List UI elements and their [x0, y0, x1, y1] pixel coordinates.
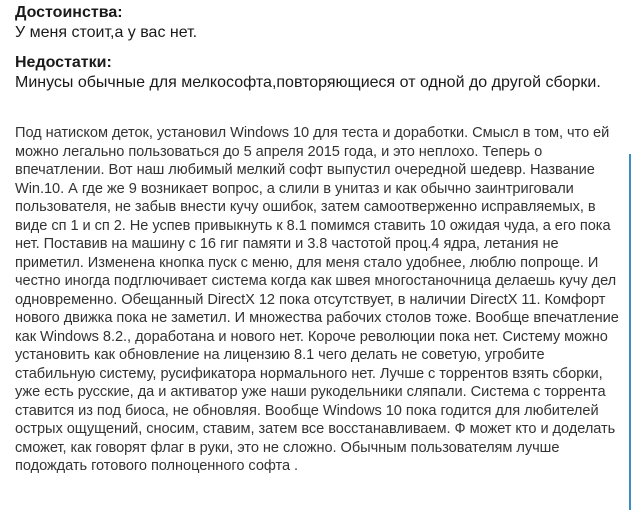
pros-text: У меня стоит,а у вас нет.: [15, 24, 198, 41]
accent-vertical-rule: [629, 154, 631, 510]
review-body-text: Под натиском деток, установил Windows 10 для теста и доработки. Смысл в том, что ей можно легально пользоваться до 5 апреля 2015 года, и это неплохо. Теперь о впечатлении. Вот наш любимый мелкий софт выпустил очередной шедевр. Название Win.10. А где же 9 возникает вопрос, а слили в унитаз и как обычно заинтриговали пользователя, не забыв внести кучу ошибок, затем самоотверженно исправляемых, в виде сп 1 и сп 2. Не успев привыкнуть к 8.1 помимся ставить 10 ожидая чуда, а его пока нет. Поставив на машину с 16 гиг памяти и 3.8 частотой проц.4 ядра, летания не приметил. Изменена кнопка пуск с меню, для меня стало удобнее, люблю попроще. И честно иногда подглючивает система когда как швея многостаночница делаешь кучу дел одновременно. Обещанный DirectX 12 пока отсутствует, в наличии DirectX 11. Комфорт нового движка пока не заметил. И множества рабочих столов тоже. Вообще впечатление как Windows 8.2., доработана и нового нет. Короче революции пока нет. Систему можно установить как обновление на лицензию 8.1 чего делать не советую, угробите стабильную систему, русификатора нормального нет. Лучше с торрентов взять сборки, уже есть русские, да и активатор уже наши рукодельники сляпали. Система с торрента ставится из под биоса, не обновляя. Вообще Windows 10 пока годится для любителей острых ощущений, сносим, ставим, затем все восстанавливаем. Ф может кто и доделать сможет, как говорят флаг в руки, это не сложно. Обычным пользователям лучше подождать готового полноценного софта .: [15, 125, 619, 474]
cons-text: Минусы обычные для мелкософта,повторяющиеся от одной до другой сборки.: [15, 74, 601, 91]
review-summary: [15, 0, 627, 92]
section-divider-space: [15, 42, 627, 50]
pros-heading: Достоинства:: [15, 4, 123, 21]
cons-heading: Недостатки:: [15, 54, 112, 71]
